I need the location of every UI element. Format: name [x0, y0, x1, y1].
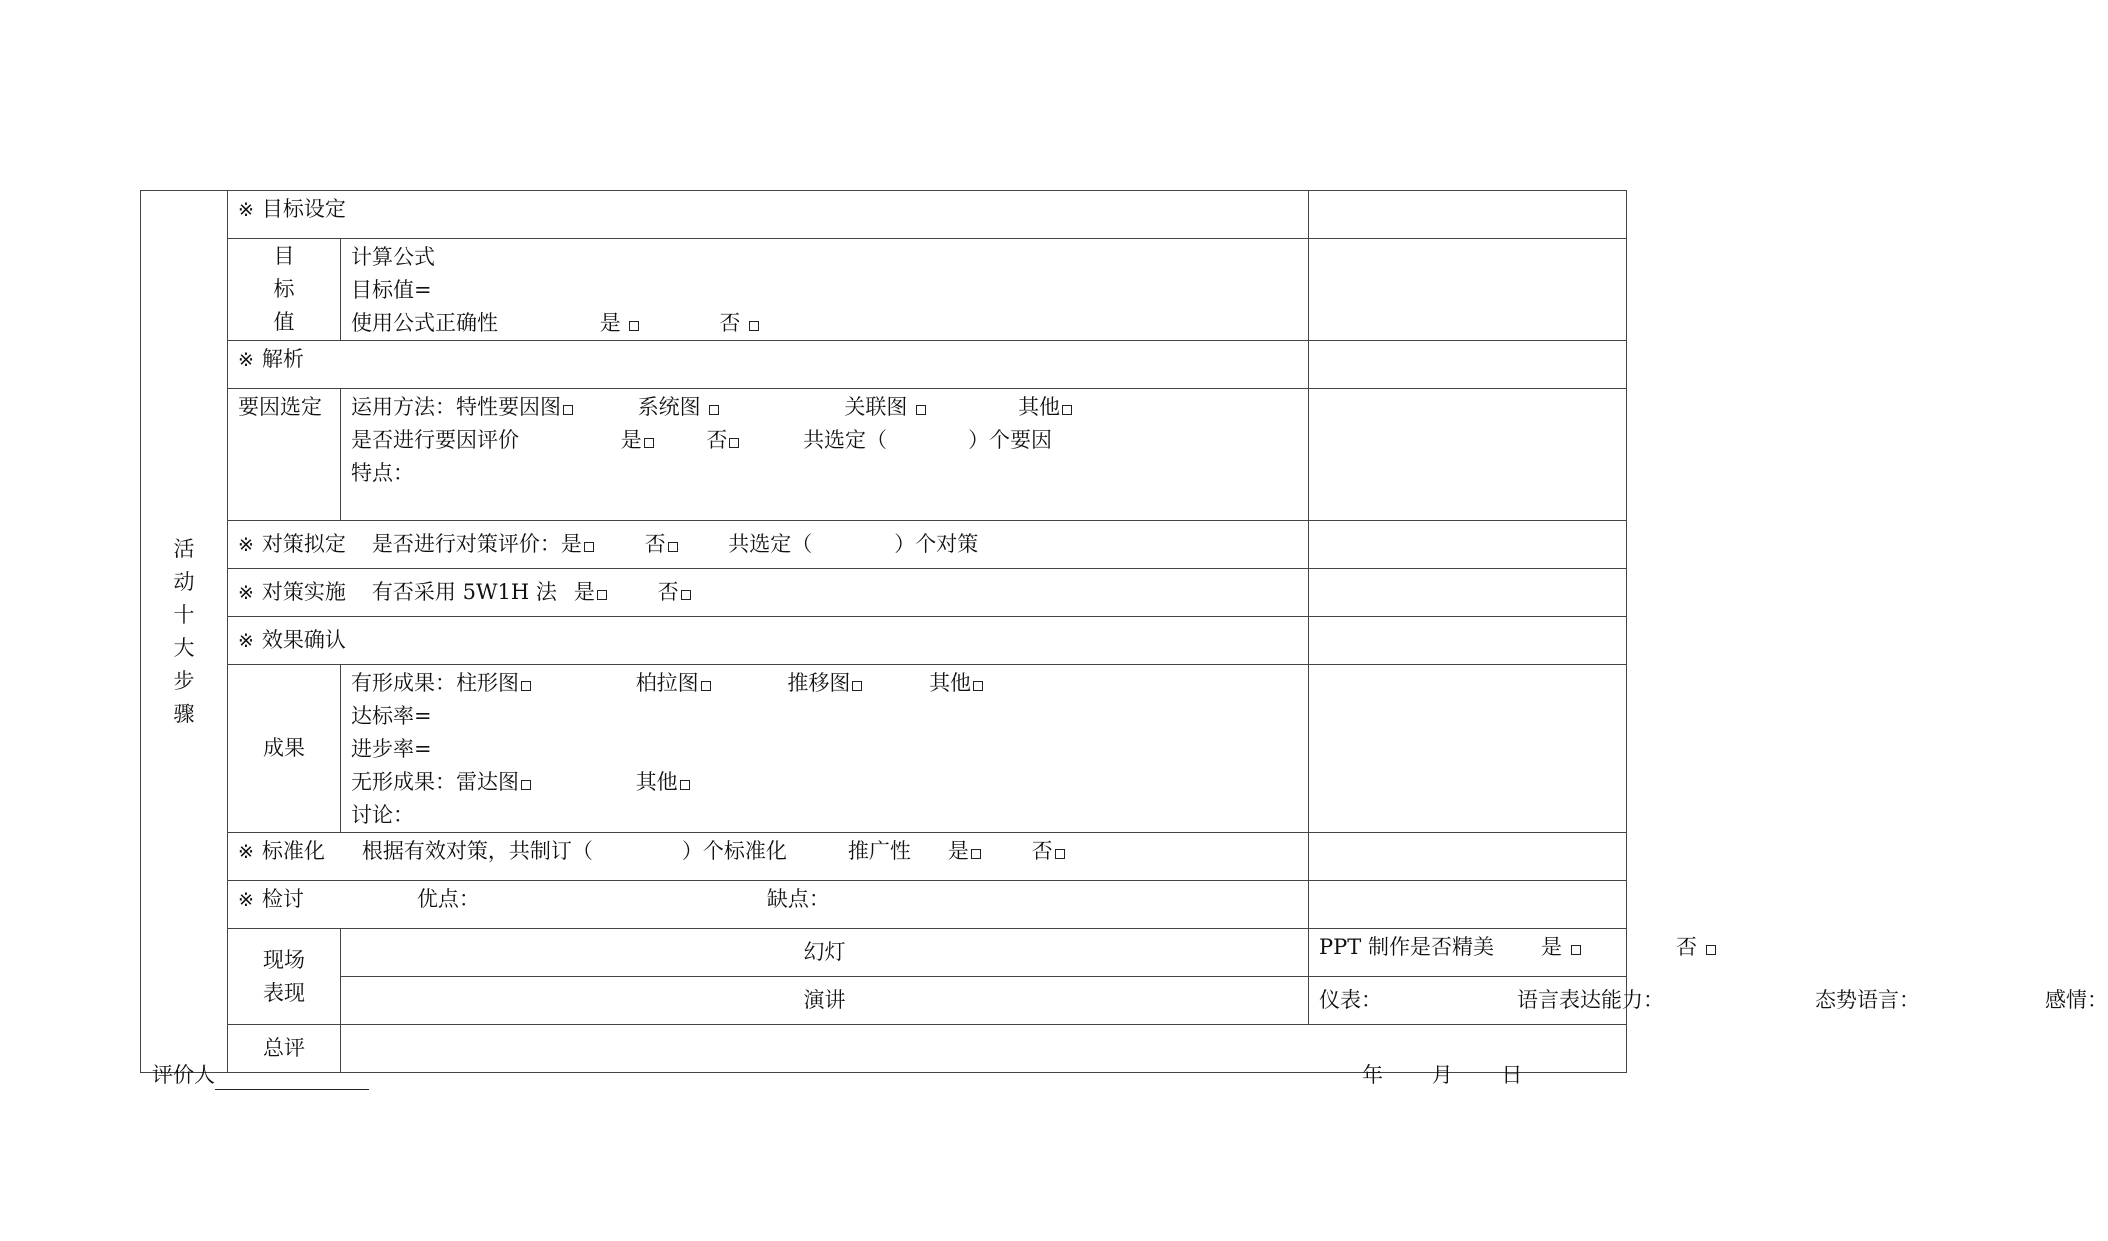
- factor-other-checkbox[interactable]: [1062, 405, 1072, 415]
- overall-label: 总评: [228, 1025, 341, 1073]
- factor-selection-score[interactable]: [1309, 389, 1627, 521]
- measure-plan-score[interactable]: [1309, 521, 1627, 569]
- target-value-score[interactable]: [1309, 239, 1627, 341]
- relation-diagram-checkbox[interactable]: [916, 405, 926, 415]
- analysis-score[interactable]: [1309, 341, 1627, 389]
- ppt-no-checkbox[interactable]: [1706, 945, 1716, 955]
- measure-impl-score[interactable]: [1309, 569, 1627, 617]
- results-other-checkbox[interactable]: [973, 681, 983, 691]
- results-score[interactable]: [1309, 665, 1627, 833]
- date-year: 年: [1362, 1063, 1383, 1087]
- factor-selection-content: 运用方法：特性要因图 系统图 关联图 其他 是否进行要因评价 是 否 共选定（ ）个要因 特点：: [341, 389, 1309, 521]
- bar-chart-checkbox[interactable]: [521, 681, 531, 691]
- measure-plan-row: ※ 对策拟定 是否进行对策评价：是 否 共选定（ ）个对策: [228, 521, 1309, 569]
- standardization-row: ※ 标准化 根据有效对策，共制订（ ）个标准化 推广性 是 否: [228, 833, 1309, 881]
- target-correct-no-checkbox[interactable]: [749, 321, 759, 331]
- spread-no-checkbox[interactable]: [1055, 849, 1065, 859]
- 5w1h-no-checkbox[interactable]: [681, 590, 691, 600]
- target-correct-yes-checkbox[interactable]: [629, 321, 639, 331]
- review-row: ※ 检讨 优点： 缺点：: [228, 881, 1309, 929]
- activity-steps-label: 活 动 十 大 步 骤: [141, 191, 228, 1073]
- ppt-yes-checkbox[interactable]: [1571, 945, 1581, 955]
- results-label: 成果: [228, 665, 341, 833]
- intangible-other-checkbox[interactable]: [680, 780, 690, 790]
- evaluator-signature: 评价人: [152, 1060, 369, 1090]
- speech-label: 演讲: [341, 977, 1309, 1025]
- results-content: 有形成果：柱形图 柏拉图 推移图 其他 达标率= 进步率= 无形成果：雷达图 其他 讨论：: [341, 665, 1309, 833]
- evaluator-signature-line[interactable]: [215, 1065, 369, 1090]
- trend-chart-checkbox[interactable]: [852, 681, 862, 691]
- evaluation-date: [1362, 1060, 1564, 1090]
- analysis-row: ※ 解析: [228, 341, 1309, 389]
- slides-content: PPT 制作是否精美 是 否: [1309, 929, 1627, 977]
- measure-eval-yes-checkbox[interactable]: [584, 542, 594, 552]
- system-diagram-checkbox[interactable]: [709, 405, 719, 415]
- review-score[interactable]: [1309, 881, 1627, 929]
- goal-setting-row: ※ 目标设定: [228, 191, 1309, 239]
- target-value-label: 目 标 值: [228, 239, 341, 341]
- measure-impl-row: ※ 对策实施 有否采用 5W1H 法 是 否: [228, 569, 1309, 617]
- date-day: 日: [1501, 1063, 1523, 1087]
- measure-eval-no-checkbox[interactable]: [668, 542, 678, 552]
- onsite-performance-label: 现场 表现: [228, 929, 341, 1025]
- pareto-checkbox[interactable]: [701, 681, 711, 691]
- fishbone-checkbox[interactable]: [563, 405, 573, 415]
- evaluation-form-table: [140, 190, 2108, 1073]
- factor-eval-no-checkbox[interactable]: [729, 438, 739, 448]
- slides-label: 幻灯: [341, 929, 1309, 977]
- date-month: 月: [1431, 1063, 1453, 1087]
- effect-check-score[interactable]: [1309, 617, 1627, 665]
- radar-chart-checkbox[interactable]: [521, 780, 531, 790]
- factor-eval-yes-checkbox[interactable]: [644, 438, 654, 448]
- standardization-score[interactable]: [1309, 833, 1627, 881]
- goal-setting-score[interactable]: [1309, 191, 1627, 239]
- speech-content: 仪表： 语言表达能力： 态势语言： 感情：: [1309, 977, 1627, 1025]
- target-value-content: 计算公式 目标值= 使用公式正确性 是 否: [341, 239, 1309, 341]
- 5w1h-yes-checkbox[interactable]: [597, 590, 607, 600]
- spread-yes-checkbox[interactable]: [971, 849, 981, 859]
- factor-selection-label: 要因选定: [228, 389, 341, 521]
- effect-check-row: ※ 效果确认: [228, 617, 1309, 665]
